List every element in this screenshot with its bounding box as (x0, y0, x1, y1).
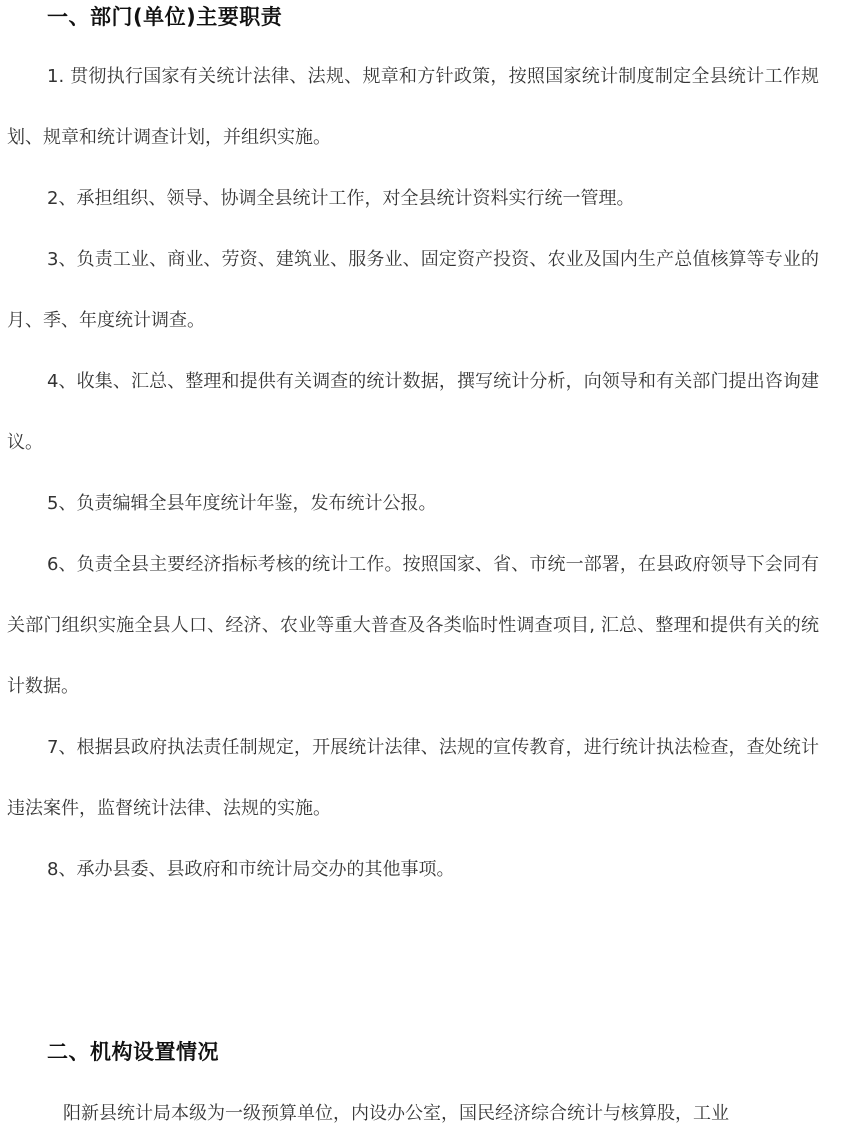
duty-item-8: 8、承办县委、县政府和市统计局交办的其他事项。 (47, 859, 455, 880)
duty-item-1: 1. 贯彻执行国家有关统计法律、法规、规章和方针政策，按照国家统计制度制定全县统计工作规划、规章和统计调查计划，并组织实施。 (7, 66, 819, 148)
duty-item-5: 5、负责编辑全县年度统计年鉴，发布统计公报。 (47, 493, 437, 514)
duty-item-6: 6、负责全县主要经济指标考核的统计工作。按照国家、省、市统一部署，在县政府领导下会同有关部门组织实施全县人口、经济、农业等重大普查及各类临时性调查项目, 汇总、整理和提供有关的统计数据。 (7, 554, 819, 697)
duty-item-7: 7、根据县政府执法责任制规定，开展统计法律、法规的宣传教育，进行统计执法检查，查处统计违法案件，监督统计法律、法规的实施。 (7, 737, 819, 819)
duty-item-4: 4、收集、汇总、整理和提供有关调查的统计数据，撰写统计分析，向领导和有关部门提出咨询建议。 (7, 371, 819, 453)
organization-paragraph: 阳新县统计局本级为一级预算单位，内设办公室，国民经济综合统计与核算股，工业 (63, 1103, 729, 1124)
section-heading-duties: 一、部门(单位)主要职责 (47, 5, 283, 29)
duty-item-2: 2、承担组织、领导、协调全县统计工作，对全县统计资料实行统一管理。 (47, 188, 635, 209)
section-heading-organization: 二、机构设置情况 (47, 1040, 219, 1064)
duty-item-3: 3、负责工业、商业、劳资、建筑业、服务业、固定资产投资、农业及国内生产总值核算等专业的月、季、年度统计调查。 (7, 249, 819, 331)
